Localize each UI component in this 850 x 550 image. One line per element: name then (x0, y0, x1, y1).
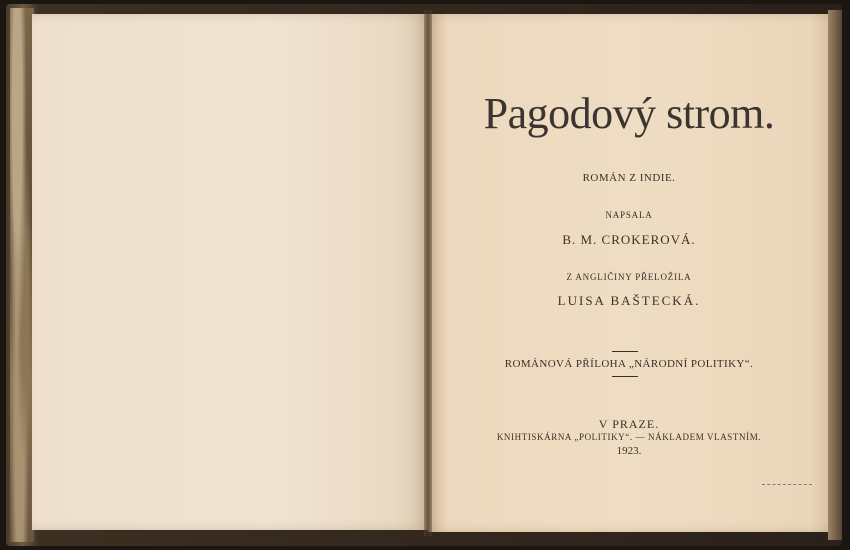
translator-name: LUISA BAŠTECKÁ. (557, 293, 701, 308)
publication-year: 1923. (616, 445, 642, 457)
book-title: Pagodový strom. (483, 89, 775, 138)
translated-label: Z ANGLIČINY PŘELOŽILA (566, 272, 692, 282)
pencil-mark (762, 484, 812, 485)
publication-place: V PRAZE. (598, 417, 660, 431)
publisher-line: KNIHTISKÁRNA „POLITIKY“. — NÁKLADEM VLASTNÍM. (496, 432, 762, 442)
marbled-endpaper (10, 8, 34, 542)
book-subtitle: ROMÁN Z INDIE. (582, 172, 676, 184)
author-name: B. M. CROKEROVÁ. (562, 232, 696, 247)
left-page-blank (32, 14, 428, 530)
written-by-label: NAPSALA (605, 210, 653, 220)
cover-edge (828, 10, 842, 540)
divider-top (612, 351, 638, 352)
divider-bottom (612, 376, 638, 377)
supplement-note: ROMÁNOVÁ PŘÍLOHA „NÁRODNÍ POLITIKY“. (504, 358, 754, 370)
